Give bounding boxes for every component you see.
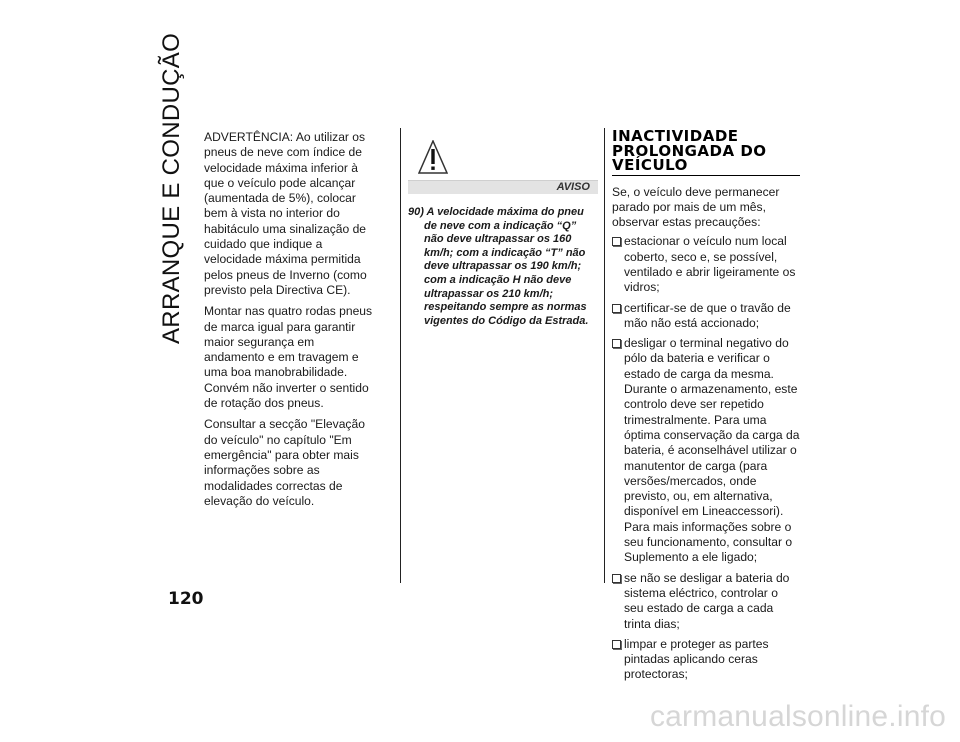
precautions-list	[612, 234, 800, 682]
warning-text: 90) A velocidade máxima do pneu de neve com a indicação “Q” não deve ultrapassar os 160 km/h; com a indicação “T” não deve ultrapassar os 190 km/h; com a indicação H não deve ultrapassar os 210 km/h; respeitando sempre as normas vigentes do Código da Estrada.	[408, 206, 589, 327]
list-item	[612, 637, 800, 683]
watermark: carmanualsonline.info	[649, 700, 946, 733]
column-left	[204, 130, 376, 515]
column-right	[612, 129, 800, 688]
checkbox-bullet-icon	[612, 339, 621, 348]
column-divider-1	[400, 128, 401, 583]
page-number: 120	[168, 589, 204, 609]
checkbox-bullet-icon	[612, 237, 621, 246]
checkbox-bullet-icon	[612, 640, 621, 649]
section-title: ARRANQUE E CONDUÇÃO	[158, 32, 185, 344]
list-item-text: certificar-se de que o travão de mão não está accionado;	[624, 300, 791, 330]
warning-label: AVISO	[408, 180, 598, 194]
list-item	[612, 301, 800, 332]
warning-box	[408, 140, 598, 328]
warning-triangle-icon	[418, 140, 448, 174]
checkbox-bullet-icon	[612, 574, 621, 583]
list-item-text: desligar o terminal negativo do pólo da bateria e verificar o estado de carga da mesma. Durante o armazenamento, este controlo deve ser repetido trimestralmente. Para uma óptima conservação da carga da bateria, é aconselhável utilizar o manutentor de carga (para versões/mercados, onde previsto, ou, em alternativa, disponível em Lineaccessori). Para mais informações sobre o seu funcionamento, consultar o Suplemento a ele ligado;	[624, 336, 800, 565]
intro-paragraph: Se, o veículo deve permanecer parado por mais de um mês, observar estas precauções:	[612, 184, 780, 230]
list-item	[612, 234, 800, 295]
list-item	[612, 571, 800, 632]
list-item	[612, 336, 800, 565]
list-item-text: estacionar o veículo num local coberto, seco e, se possível, ventilado e abrir ligeiramente os vidros;	[624, 234, 796, 295]
paragraph-advertencia: ADVERTÊNCIA: Ao utilizar os pneus de neve com índice de velocidade máxima inferior à que o veículo pode alcançar (aumentada de 5%), colocar bem à vista no interior do habitáculo uma sinalização de cuidado que indique a velocidade máxima permitida pelos pneus de Inverno (como previsto pela Directiva CE).	[204, 130, 367, 297]
list-item-text: se não se desligar a bateria do sistema eléctrico, controlar o seu estado de carga a cada trinta dias;	[624, 570, 790, 631]
paragraph-consultar: Consultar a secção "Elevação do veículo" no capítulo "Em emergência" para obter mais informações sobre as modalidades correctas de elevação do veículo.	[204, 417, 365, 508]
paragraph-montar: Montar nas quatro rodas pneus de marca igual para garantir maior segurança em andamento e em travagem e uma boa manobrabilidade. Convém não inverter o sentido de rotação dos pneus.	[204, 304, 373, 411]
section-heading: INACTIVIDADE PROLONGADA DO VEÍCULO	[612, 129, 800, 176]
warning-note	[408, 206, 598, 328]
column-divider-2	[604, 128, 605, 583]
list-item-text: limpar e proteger as partes pintadas aplicando ceras protectoras;	[624, 636, 769, 682]
checkbox-bullet-icon	[612, 304, 621, 313]
